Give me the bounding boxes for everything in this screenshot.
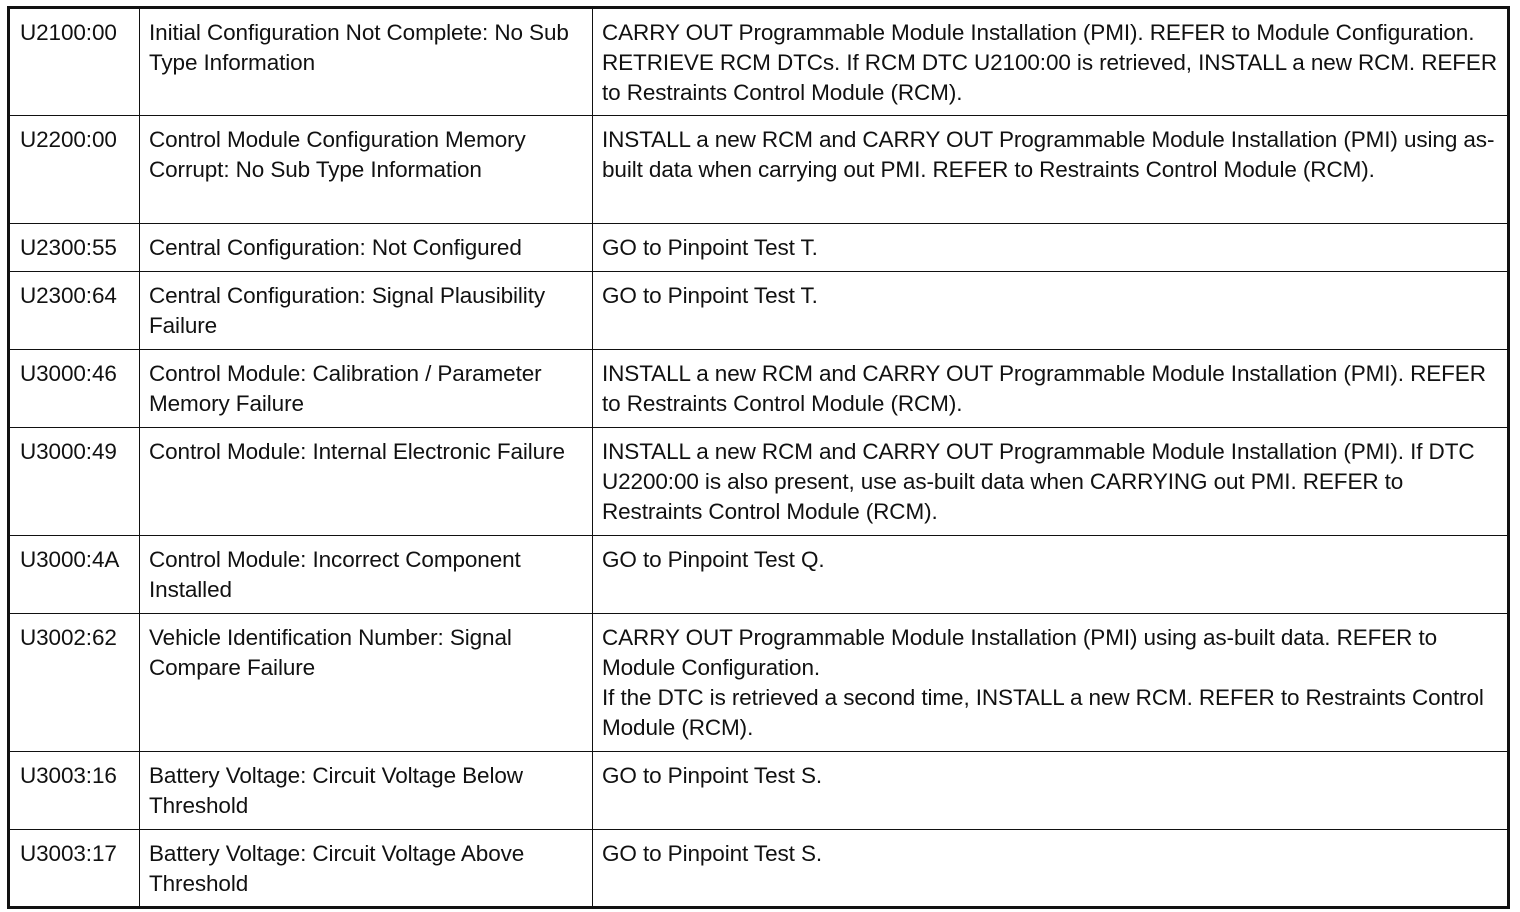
dtc-action	[593, 224, 1509, 272]
dtc-code: U3003:17	[9, 830, 140, 908]
table-row	[9, 224, 1509, 272]
dtc-code: U3002:62	[9, 614, 140, 752]
dtc-action-text: INSTALL a new RCM and CARRY OUT Programmable Module Installation (PMI). If DTC U2200:00 is also present, use as-built data when CARRYING out PMI. REFER to Restraints Control Module (RCM).	[602, 439, 1475, 524]
dtc-code: U2100:00	[9, 8, 140, 116]
dtc-description: Vehicle Identification Number: Signal Compare Failure	[140, 614, 593, 752]
table-row	[9, 272, 1509, 350]
dtc-action-text: CARRY OUT Programmable Module Installation (PMI) using as-built data. REFER to Module Configuration.	[602, 625, 1438, 680]
dtc-description: Central Configuration: Signal Plausibility Failure	[140, 272, 593, 350]
dtc-action-text: CARRY OUT Programmable Module Installation (PMI). REFER to Module Configuration. RETRIEVE RCM DTCs. If RCM DTC U2100:00 is retrieved, INSTALL a new RCM. REFER to Restraints Control Module (RCM).	[602, 20, 1497, 105]
dtc-action-text: GO to Pinpoint Test T.	[602, 283, 818, 308]
dtc-action	[593, 428, 1509, 536]
dtc-action	[593, 614, 1509, 752]
dtc-action-text: If the DTC is retrieved a second time, INSTALL a new RCM. REFER to Restraints Control Module (RCM).	[602, 685, 1484, 740]
dtc-action-text: INSTALL a new RCM and CARRY OUT Programmable Module Installation (PMI) using as-built data when carrying out PMI. REFER to Restraints Control Module (RCM).	[602, 127, 1495, 182]
table-row	[9, 350, 1509, 428]
dtc-action-text: GO to Pinpoint Test S.	[602, 763, 822, 788]
table-row	[9, 752, 1509, 830]
table-row	[9, 614, 1509, 752]
dtc-description: Central Configuration: Not Configured	[140, 224, 593, 272]
table-row	[9, 428, 1509, 536]
dtc-code: U2300:55	[9, 224, 140, 272]
dtc-code: U3003:16	[9, 752, 140, 830]
dtc-action-text: GO to Pinpoint Test T.	[602, 235, 818, 260]
dtc-action	[593, 752, 1509, 830]
table-row	[9, 8, 1509, 116]
dtc-action	[593, 116, 1509, 224]
dtc-action	[593, 830, 1509, 908]
table-row	[9, 536, 1509, 614]
table-row	[9, 830, 1509, 908]
dtc-description: Battery Voltage: Circuit Voltage Above Threshold	[140, 830, 593, 908]
dtc-code: U2200:00	[9, 116, 140, 224]
dtc-description: Control Module: Incorrect Component Installed	[140, 536, 593, 614]
dtc-description: Battery Voltage: Circuit Voltage Below Threshold	[140, 752, 593, 830]
dtc-action-text: INSTALL a new RCM and CARRY OUT Programmable Module Installation (PMI). REFER to Restraints Control Module (RCM).	[602, 361, 1486, 416]
dtc-description: Control Module Configuration Memory Corrupt: No Sub Type Information	[140, 116, 593, 224]
dtc-description: Control Module: Internal Electronic Failure	[140, 428, 593, 536]
dtc-code: U3000:46	[9, 350, 140, 428]
dtc-action	[593, 536, 1509, 614]
dtc-code: U3000:4A	[9, 536, 140, 614]
dtc-action-text: GO to Pinpoint Test S.	[602, 841, 822, 866]
dtc-action-text: GO to Pinpoint Test Q.	[602, 547, 825, 572]
dtc-action	[593, 272, 1509, 350]
dtc-action	[593, 350, 1509, 428]
dtc-table	[7, 6, 1510, 909]
dtc-description: Initial Configuration Not Complete: No Sub Type Information	[140, 8, 593, 116]
dtc-code: U2300:64	[9, 272, 140, 350]
dtc-action	[593, 8, 1509, 116]
dtc-code: U3000:49	[9, 428, 140, 536]
dtc-description: Control Module: Calibration / Parameter Memory Failure	[140, 350, 593, 428]
table-row	[9, 116, 1509, 224]
